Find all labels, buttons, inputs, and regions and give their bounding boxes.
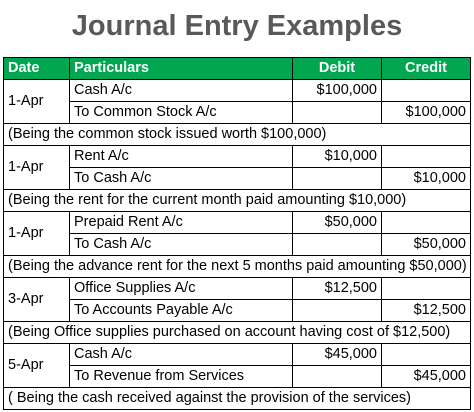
entry-date: 1-Apr — [4, 80, 70, 124]
credit-account: To Common Stock A/c — [70, 102, 293, 124]
credit-account: To Cash A/c — [70, 168, 293, 190]
credit-amount: $100,000 — [382, 102, 471, 124]
narration-row — [4, 256, 471, 278]
header-date: Date — [4, 58, 70, 80]
credit-amount-empty — [382, 212, 471, 234]
header-credit: Credit — [382, 58, 471, 80]
narration: ( Being the cash received against the provision of the services) — [4, 388, 471, 410]
debit-account: Prepaid Rent A/c — [70, 212, 293, 234]
entry-date: 3-Apr — [4, 278, 70, 322]
entry-date: 1-Apr — [4, 212, 70, 256]
narration-row — [4, 322, 471, 344]
journal-table — [3, 57, 471, 410]
debit-account: Office Supplies A/c — [70, 278, 293, 300]
narration: (Being the rent for the current month paid amounting $10,000) — [4, 190, 471, 212]
entry-credit-row — [4, 234, 471, 256]
page-title: Journal Entry Examples — [71, 10, 403, 42]
debit-amount-empty — [293, 102, 382, 124]
debit-account: Cash A/c — [70, 344, 293, 366]
narration-row — [4, 388, 471, 410]
debit-amount: $50,000 — [293, 212, 382, 234]
debit-amount-empty — [293, 300, 382, 322]
credit-amount: $12,500 — [382, 300, 471, 322]
narration: (Being the advance rent for the next 5 months paid amounting $50,000) — [4, 256, 471, 278]
narration: (Being Office supplies purchased on account having cost of $12,500) — [4, 322, 471, 344]
entry-date: 1-Apr — [4, 146, 70, 190]
entry-debit-row — [4, 344, 471, 366]
entry-debit-row — [4, 212, 471, 234]
narration-row — [4, 190, 471, 212]
narration: (Being the common stock issued worth $100,000) — [4, 124, 471, 146]
entry-credit-row — [4, 102, 471, 124]
debit-amount: $45,000 — [293, 344, 382, 366]
credit-account: To Revenue from Services — [70, 366, 293, 388]
debit-amount: $100,000 — [293, 80, 382, 102]
credit-amount: $45,000 — [382, 366, 471, 388]
entry-credit-row — [4, 168, 471, 190]
narration-row — [4, 124, 471, 146]
entry-credit-row — [4, 300, 471, 322]
header-debit: Debit — [293, 58, 382, 80]
debit-amount: $10,000 — [293, 146, 382, 168]
entry-credit-row — [4, 366, 471, 388]
debit-account: Cash A/c — [70, 80, 293, 102]
header-row — [4, 58, 471, 80]
credit-account: To Cash A/c — [70, 234, 293, 256]
debit-account: Rent A/c — [70, 146, 293, 168]
credit-amount: $10,000 — [382, 168, 471, 190]
credit-amount-empty — [382, 146, 471, 168]
credit-amount-empty — [382, 278, 471, 300]
debit-amount-empty — [293, 168, 382, 190]
entry-debit-row — [4, 146, 471, 168]
debit-amount-empty — [293, 234, 382, 256]
credit-amount: $50,000 — [382, 234, 471, 256]
debit-amount: $12,500 — [293, 278, 382, 300]
debit-amount-empty — [293, 366, 382, 388]
credit-account: To Accounts Payable A/c — [70, 300, 293, 322]
entry-debit-row — [4, 80, 471, 102]
header-particulars: Particulars — [70, 58, 293, 80]
entry-date: 5-Apr — [4, 344, 70, 388]
credit-amount-empty — [382, 80, 471, 102]
credit-amount-empty — [382, 344, 471, 366]
entry-debit-row — [4, 278, 471, 300]
